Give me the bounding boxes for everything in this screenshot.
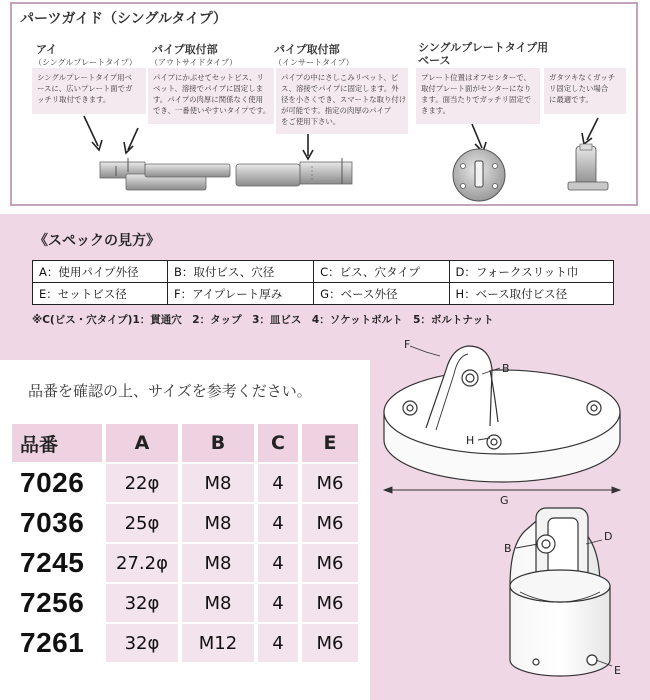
spec-cell: D：フォークスリット巾 (449, 261, 613, 283)
header-e: E (302, 424, 358, 462)
guide-arrows (84, 116, 598, 159)
label-e: E (614, 664, 621, 677)
value-e: M6 (302, 544, 358, 582)
header-a: A (106, 424, 178, 462)
spec-cell: H：ベース取付ビス径 (449, 283, 613, 305)
guide-item-eye-name: アイ (36, 43, 58, 56)
parts-guide-panel (10, 2, 638, 206)
size-table-row (12, 584, 358, 622)
guide-item-outside-subtitle: （アウトサイドタイプ） (150, 58, 238, 67)
value-a: 25φ (106, 504, 178, 542)
header-b: B (182, 424, 254, 462)
spec-cell: F：アイプレート厚み (168, 283, 314, 305)
header-part-number: 品番 (12, 424, 102, 462)
size-table-row (12, 504, 358, 542)
guide-item-base-desc: プレート位置はオフセンターで、 取付プレート面がセンターになり ます。面当たりでガッチリ固定で きます。 (416, 68, 540, 124)
label-g: G (500, 494, 509, 507)
size-table-row (12, 544, 358, 582)
value-a: 32φ (106, 584, 178, 622)
value-c: 4 (258, 584, 298, 622)
dimension-diagrams (370, 330, 650, 700)
part-number: 7026 (12, 464, 102, 502)
label-d: D (604, 530, 613, 543)
guide-item-outside-name: パイプ取付部 (152, 43, 218, 56)
base-plate-illustration (453, 149, 505, 201)
value-a: 32φ (106, 624, 178, 662)
label-h: H (466, 434, 475, 447)
guide-illustrations (12, 4, 638, 206)
size-table-row (12, 624, 358, 662)
part-number: 7036 (12, 504, 102, 542)
spec-row (33, 283, 614, 305)
value-e: M6 (302, 624, 358, 662)
guide-item-side-desc: ガタツキなくガッチ リ固定したい場合 に最適です。 (544, 68, 626, 114)
side-fitting-illustration (568, 144, 608, 190)
label-f: F (404, 338, 411, 351)
part-number: 7245 (12, 544, 102, 582)
guide-title: パーツガイド（シングルタイプ） (20, 11, 227, 27)
value-e: M6 (302, 464, 358, 502)
insert-pipe-illustration (236, 158, 352, 186)
spec-cell: E：セットビス径 (33, 283, 168, 305)
fitting-body-diagram (510, 508, 613, 676)
label-b-fitting: B (504, 542, 512, 555)
guide-item-outside-desc: パイプにかぶせてセットビス、リ ベット、溶接でパイプに固定しま す。パイプの肉厚に関係なく使用 でき、一番使いやすいタイプです。 (148, 68, 274, 124)
value-a: 27.2φ (106, 544, 178, 582)
value-b: M8 (182, 464, 254, 502)
size-table-header (12, 424, 358, 462)
value-b: M8 (182, 544, 254, 582)
value-e: M6 (302, 504, 358, 542)
guide-item-insert-subtitle: （インサートタイプ） (274, 58, 354, 67)
value-e: M6 (302, 584, 358, 622)
value-c: 4 (258, 504, 298, 542)
g-dimension-line (384, 487, 620, 493)
spec-cell: C：ビス、穴タイプ (314, 261, 449, 283)
guide-item-eye-desc: シングルプレートタイプ用ベ ースに、広いプレート面でガ ッチリ取付できます。 (32, 68, 146, 114)
outside-pipe-illustration (100, 158, 230, 190)
guide-item-insert-desc: パイプの中にさしこみリベット、ビ ス、溶接でパイプに固定します。外 径を小さくでき、スマートな取り付け が可能です。指定の肉厚のパイプ をご使用下さい。 (276, 68, 408, 134)
guide-item-eye-subtitle: （シングルプレートタイプ） (34, 58, 137, 67)
guide-item-base-name: シングルプレートタイプ用 (418, 41, 549, 54)
value-c: 4 (258, 624, 298, 662)
value-b: M12 (182, 624, 254, 662)
spec-cell: B：取付ビス、穴径 (168, 261, 314, 283)
guide-item-base-name2: ベース (418, 54, 451, 67)
spec-note: ※C(ビス・穴タイプ)1：貫通穴 2：タップ 3：皿ビス 4：ソケットボルト 5：ボルトナット (32, 314, 494, 326)
spec-cell: G：ベース外径 (314, 283, 449, 305)
part-number: 7261 (12, 624, 102, 662)
spec-legend-table (32, 260, 614, 305)
spec-title: 《スペックの見方》 (34, 233, 160, 249)
value-b: M8 (182, 504, 254, 542)
value-c: 4 (258, 544, 298, 582)
value-a: 22φ (106, 464, 178, 502)
spec-row (33, 261, 614, 283)
value-b: M8 (182, 584, 254, 622)
part-number: 7256 (12, 584, 102, 622)
guide-item-insert-name: パイプ取付部 (274, 43, 340, 56)
size-table-row (12, 464, 358, 502)
spec-cell: A：使用パイプ外径 (33, 261, 168, 283)
value-c: 4 (258, 464, 298, 502)
confirm-text: 品番を確認の上、サイズを参考ください。 (28, 382, 312, 400)
label-b: B (502, 362, 510, 375)
header-c: C (258, 424, 298, 462)
